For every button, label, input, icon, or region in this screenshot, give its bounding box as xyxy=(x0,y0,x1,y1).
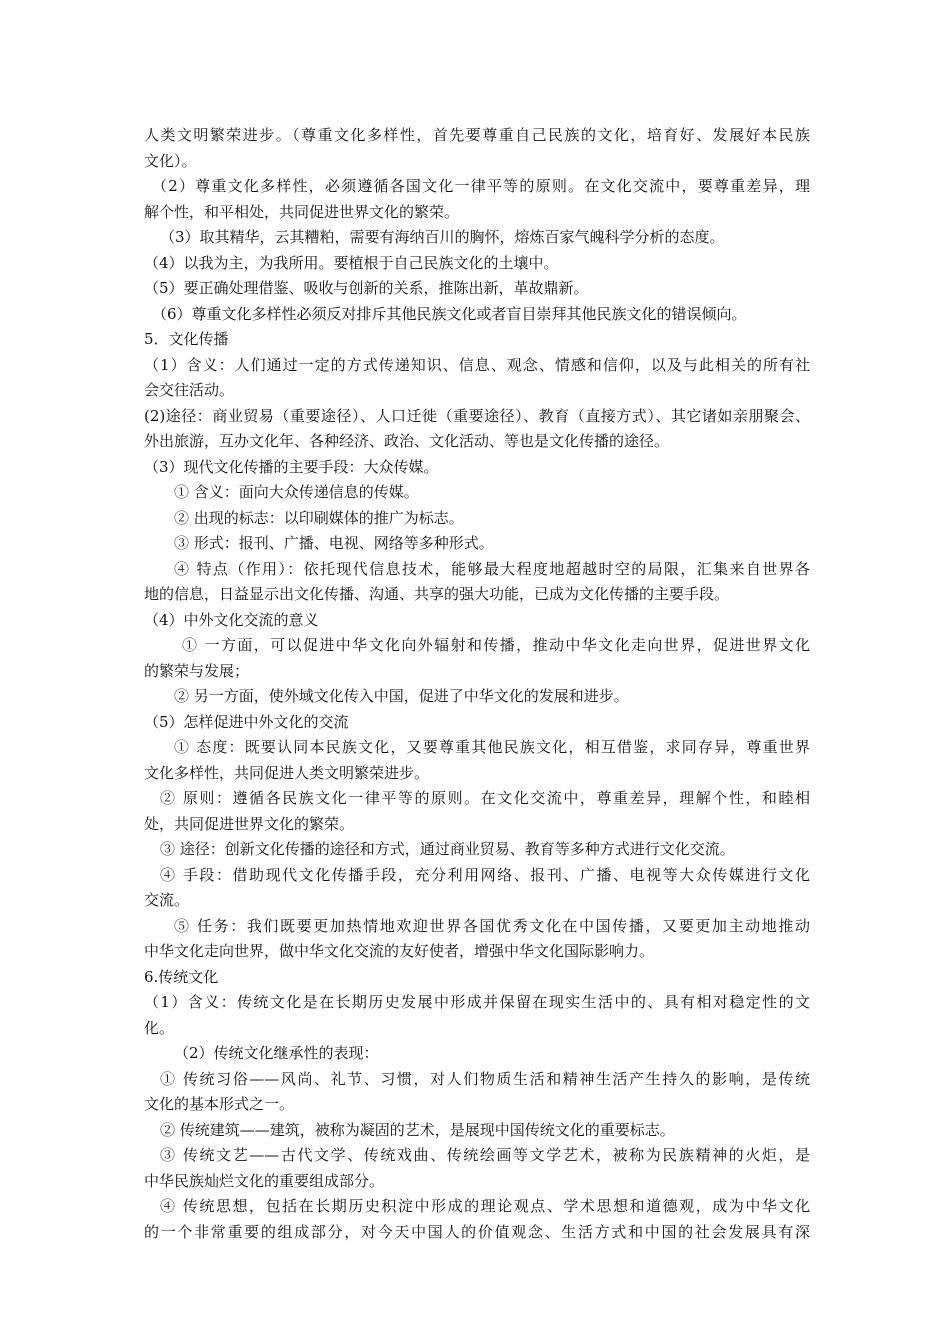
text-line: （3）取其精华，云其糟粕，需要有海纳百川的胸怀，熔炼百家气魄科学分析的态度。 xyxy=(160,228,725,246)
text-line: （2）传统文化继承性的表现： xyxy=(174,1044,379,1062)
text-line: ③ 传统文艺——古代文学、传统戏曲、传统绘画等文学艺术，被称为民族精神的火炬，是 xyxy=(160,1146,810,1164)
text-line: 的一个非常重要的组成部分，对今天中国人的价值观念、生活方式和中国的社会发展具有深 xyxy=(144,1222,810,1241)
text-line: 的繁荣与发展； xyxy=(144,661,250,680)
text-line: （4）中外文化交流的意义 xyxy=(144,610,319,629)
text-line: 外出旅游，互办文化年、各种经济、政治、文化活动、等也是文化传播的途径。 xyxy=(144,432,670,450)
text-line: ② 传统建筑——建筑，被称为凝固的艺术，是展现中国传统文化的重要标志。 xyxy=(160,1120,675,1139)
text-line: ② 出现的标志：以印刷媒体的推广为标志。 xyxy=(174,508,464,527)
text-line: ① 传统习俗——风尚、礼节、习惯，对人们物质生活和精神生活产生持久的影响，是传统 xyxy=(160,1069,810,1088)
text-line: 人类文明繁荣进步。（尊重文化多样性，首先要尊重自己民族的文化，培育好、发展好本民族 xyxy=(144,126,810,144)
section-heading: 5．文化传播 xyxy=(144,330,229,348)
text-line: ③ 形式：报刊、广播、电视、网络等多种形式。 xyxy=(174,534,494,552)
text-line: ② 原则：遵循各民族文化一律平等的原则。在文化交流中，尊重差异，理解个性，和睦相 xyxy=(160,789,810,807)
text-line: 中华民族灿烂文化的重要组成部分。 xyxy=(144,1171,385,1190)
text-line: 地的信息，日益显示出文化传播、沟通、共享的强大功能，已成为文化传播的主要手段。 xyxy=(144,585,730,603)
text-line: ④ 传统思想，包括在长期历史积淀中形成的理论观点、学术思想和道德观，成为中华文化 xyxy=(160,1197,810,1215)
text-line: （5）要正确处理借鉴、吸收与创新的关系，推陈出新，革故鼎新。 xyxy=(144,279,589,297)
text-line: ③ 途径：创新文化传播的途径和方式，通过商业贸易、教育等多种方式进行文化交流。 xyxy=(160,840,735,858)
text-line: 交流。 xyxy=(144,891,190,909)
text-line: 解个性，和平相处，共同促进世界文化的繁荣。 xyxy=(144,202,460,221)
text-line: ① 态度：既要认同本民族文化，又要尊重其他民族文化，相互借鉴，求同存异，尊重世界 xyxy=(174,738,810,756)
text-line: 文化的基本形式之一。 xyxy=(144,1095,295,1113)
text-line: （6）尊重文化多样性必须反对排斥其他民族文化或者盲目崇拜其他民族文化的错误倾向。 xyxy=(152,304,747,323)
text-line: ⑤ 任务：我们既要更加热情地欢迎世界各国优秀文化在中国传播，又要更加主动地推动 xyxy=(174,916,810,935)
text-line: ② 另一方面，使外域文化传入中国，促进了中华文化的发展和进步。 xyxy=(174,687,629,705)
section-heading: 6.传统文化 xyxy=(144,967,219,986)
text-line: （5）怎样促进中外文化的交流 xyxy=(144,712,349,731)
text-line: 中华文化走向世界，做中华文化交流的友好使者，增强中华文化国际影响力。 xyxy=(144,942,655,960)
text-line: (2)途径：商业贸易（重要途径）、人口迁徙（重要途径）、教育（直接方式）、其它诸如亲朋聚会、 xyxy=(144,406,810,425)
text-line: （4）以我为主，为我所用。要植根于自己民族文化的土壤中。 xyxy=(144,253,559,272)
text-line: 化。 xyxy=(144,1018,175,1037)
text-line: 会交往活动。 xyxy=(144,381,235,399)
document-page xyxy=(144,123,810,1245)
text-line: 文化）。 xyxy=(144,151,197,170)
text-line: ④ 手段：借助现代文化传播手段，充分利用网络、报刊、广播、电视等大众传媒进行文化 xyxy=(160,865,810,884)
text-line: 处，共同促进世界文化的繁荣。 xyxy=(144,814,355,833)
text-line: （1）含义：人们通过一定的方式传递知识、信息、观念、情感和信仰，以及与此相关的所有社 xyxy=(144,355,810,374)
text-line: （3）现代文化传播的主要手段：大众传媒。 xyxy=(144,457,439,476)
text-line: （1）含义：传统文化是在长期历史发展中形成并保留在现实生活中的、具有相对稳定性的文 xyxy=(144,993,810,1011)
text-line: ① 含义：面向大众传递信息的传媒。 xyxy=(174,483,419,501)
text-line: ④ 特点（作用）：依托现代信息技术，能够最大程度地超越时空的局限，汇集来自世界各 xyxy=(174,559,810,578)
text-line: （2）尊重文化多样性，必须遵循各国文化一律平等的原则。在文化交流中，要尊重差异，理 xyxy=(152,177,810,195)
text-line: 文化多样性，共同促进人类文明繁荣进步。 xyxy=(144,763,430,782)
text-line: ① 一方面，可以促进中华文化向外辐射和传播，推动中华文化走向世界，促进世界文化 xyxy=(182,636,810,654)
